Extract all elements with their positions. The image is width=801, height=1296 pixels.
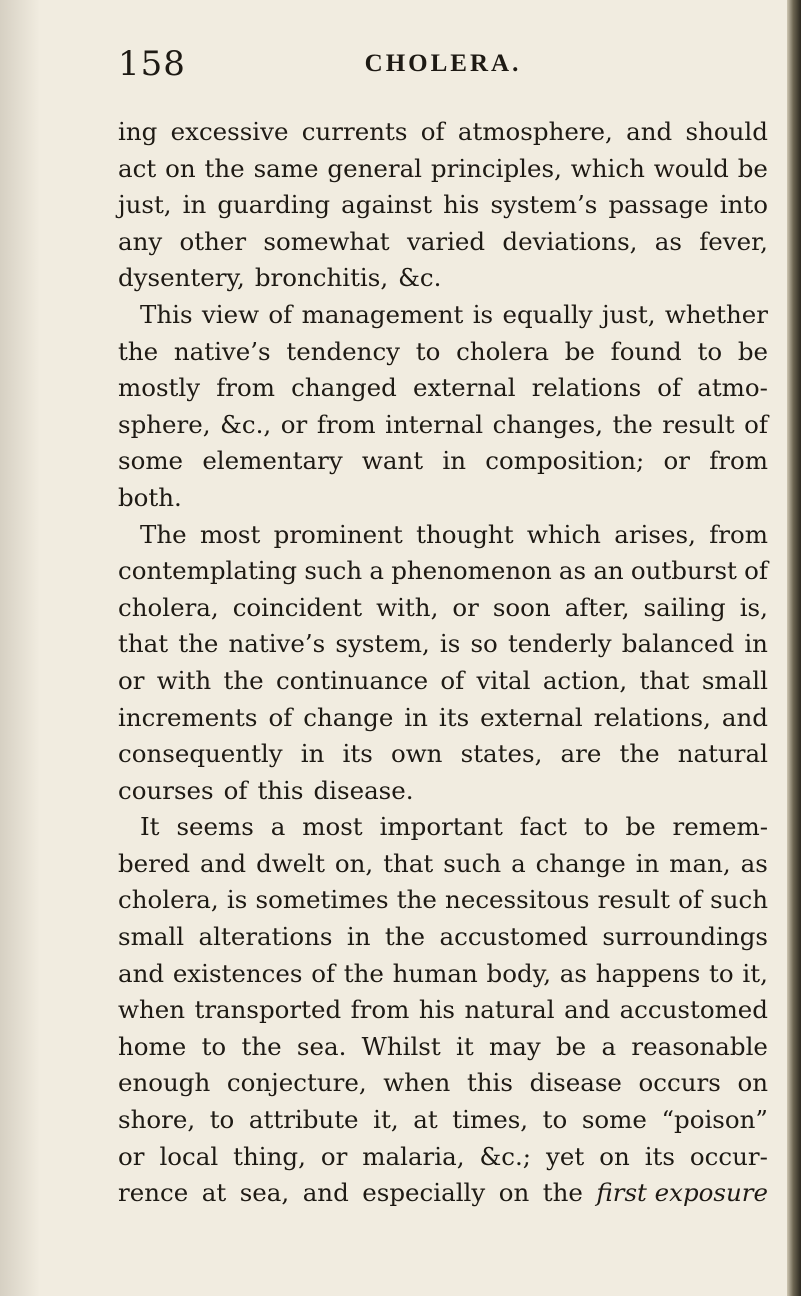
text-line: enough conjecture, when this disease occurs on (118, 1068, 768, 1098)
text-line: when transported from his natural and accustomed (118, 995, 768, 1025)
text-line: increments of change in its external relations, and (118, 702, 768, 732)
text-line: small alterations in the accustomed surroundings (118, 922, 768, 952)
text-line: some elementary want in composition; or from (118, 446, 768, 476)
text-line: courses of this disease. (118, 775, 414, 805)
text-line: and existences of the human body, as happens to it, (118, 958, 768, 988)
text-line: This view of management is equally just, whether (140, 299, 768, 329)
text-line: cholera, is sometimes the necessitous result of such (118, 885, 768, 915)
text-line: The most prominent thought which arises, from (140, 519, 768, 549)
text-line: that the native’s system, is so tenderly balanced in (118, 629, 768, 659)
running-head: CHOLERA. (364, 50, 522, 77)
text-line: both. (118, 482, 182, 512)
italic-phrase: first exposure (596, 1178, 768, 1208)
text-line: sphere, &c., or from internal changes, the result of (118, 409, 768, 439)
body-text (118, 114, 768, 1212)
text-line: shore, to attribute it, at times, to some “poison” (118, 1105, 768, 1135)
text-line: home to the sea. Whilst it may be a reasonable (118, 1031, 768, 1061)
text-line: bered and dwelt on, that such a change in man, as (118, 848, 768, 878)
text-line: dysentery, bronchitis, &c. (118, 263, 442, 293)
text-line: ing excessive currents of atmosphere, and should (118, 117, 768, 146)
text-line: mostly from changed external relations of atmo- (118, 373, 768, 403)
page-header (118, 44, 768, 84)
text-line: the native’s tendency to cholera be found to be (118, 336, 768, 366)
page-number: 158 (118, 44, 186, 84)
text-line: It seems a most important fact to be remem- (140, 812, 768, 842)
text-line: contemplating such a phenomenon as an outburst of (118, 556, 768, 586)
gutter-shadow (0, 0, 40, 1296)
page-edge (787, 0, 801, 1296)
text-line: any other somewhat varied deviations, as fever, (118, 226, 768, 256)
text-line: cholera, coincident with, or soon after, sailing is, (118, 592, 768, 622)
text-line: just, in guarding against his system’s passage into (118, 190, 768, 220)
text-line: or with the continuance of vital action, that small (118, 665, 768, 695)
text-line-last: rence at sea, and especially on the first exposure (118, 1175, 768, 1212)
text-line: or local thing, or malaria, &c.; yet on its occur- (118, 1141, 768, 1171)
text-line: act on the same general principles, which would be (118, 153, 768, 183)
text-line: consequently in its own states, are the natural (118, 739, 768, 769)
